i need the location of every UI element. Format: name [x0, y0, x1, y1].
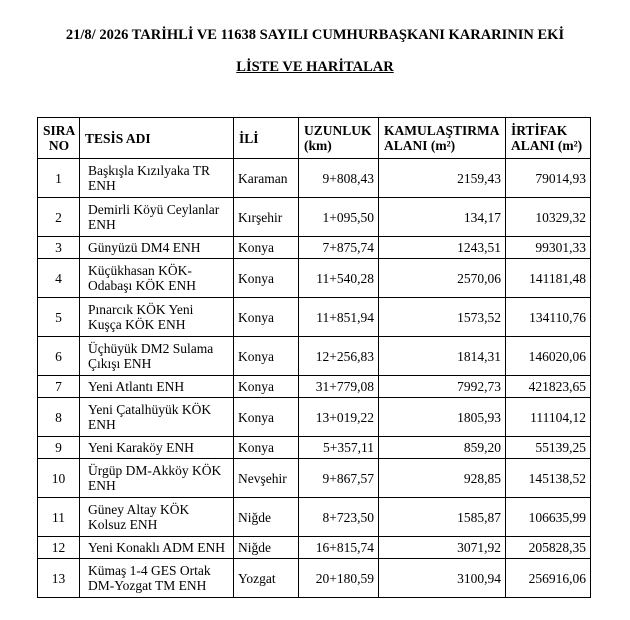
- cell-uzunluk: 31+779,08: [299, 376, 379, 398]
- header-sira-line1: SIRA: [43, 123, 76, 138]
- cell-sira-no: 12: [38, 537, 80, 559]
- header-irtifak-line2: ALANI (m²): [511, 138, 583, 153]
- cell-kamulastirma: 1585,87: [379, 498, 506, 537]
- cell-tesis-adi: [80, 259, 234, 298]
- cell-ili: Karaman: [234, 159, 299, 198]
- cell-irtifak: 205828,35: [506, 537, 591, 559]
- header-uzunluk-line1: UZUNLUK: [304, 123, 372, 138]
- cell-ili: Konya: [234, 398, 299, 437]
- cell-kamulastirma: 1573,52: [379, 298, 506, 337]
- cell-tesis-adi-line1: Yeni Atlantı ENH: [88, 379, 185, 394]
- cell-kamulastirma: 2570,06: [379, 259, 506, 298]
- header-irtifak-line1: İRTİFAK: [511, 123, 568, 138]
- header-sira-line2: NO: [48, 138, 70, 153]
- header-sira-no: [38, 118, 80, 159]
- cell-tesis-adi: [80, 159, 234, 198]
- cell-tesis-adi-line2: Kolsuz ENH: [88, 517, 158, 532]
- cell-uzunluk: 16+815,74: [299, 537, 379, 559]
- cell-tesis-adi: [80, 459, 234, 498]
- cell-tesis-adi: [80, 398, 234, 437]
- cell-irtifak: 10329,32: [506, 198, 591, 237]
- header-uzunluk: [299, 118, 379, 159]
- document-subtitle: LİSTE VE HARİTALAR: [236, 59, 394, 75]
- table-row: [38, 259, 591, 298]
- table-body: [38, 159, 591, 598]
- cell-kamulastirma: 134,17: [379, 198, 506, 237]
- cell-tesis-adi: [80, 337, 234, 376]
- cell-sira-no: 1: [38, 159, 80, 198]
- document-title: 21/8/ 2026 TARİHLİ VE 11638 SAYILI CUMHURBAŞKANI KARARININ EKİ: [65, 27, 565, 43]
- cell-irtifak: 421823,65: [506, 376, 591, 398]
- cell-sira-no: 6: [38, 337, 80, 376]
- cell-ili: Nevşehir: [234, 459, 299, 498]
- cell-tesis-adi-line1: Başkışla Kızılyaka TR: [88, 163, 210, 178]
- header-irtifak: [506, 118, 591, 159]
- cell-irtifak: 256916,06: [506, 559, 591, 598]
- cell-sira-no: 9: [38, 437, 80, 459]
- header-ili: [234, 118, 299, 159]
- cell-tesis-adi-line1: Yeni Çatalhüyük KÖK: [88, 402, 212, 417]
- cell-tesis-adi-line1: Günyüzü DM4 ENH: [88, 240, 201, 255]
- cell-ili: Konya: [234, 298, 299, 337]
- cell-tesis-adi-line1: Üçhüyük DM2 Sulama: [88, 341, 214, 356]
- cell-kamulastirma: 1814,31: [379, 337, 506, 376]
- cell-uzunluk: 1+095,50: [299, 198, 379, 237]
- cell-irtifak: 55139,25: [506, 437, 591, 459]
- header-uzunluk-line2: (km): [304, 138, 332, 153]
- cell-kamulastirma: 1243,51: [379, 237, 506, 259]
- cell-tesis-adi-line1: Ürgüp DM-Akköy KÖK: [88, 463, 222, 478]
- cell-irtifak: 106635,99: [506, 498, 591, 537]
- cell-tesis-adi-line2: Odabaşı KÖK ENH: [88, 278, 196, 293]
- cell-tesis-adi: [80, 437, 234, 459]
- cell-kamulastirma: 2159,43: [379, 159, 506, 198]
- cell-irtifak: 141181,48: [506, 259, 591, 298]
- cell-irtifak: 146020,06: [506, 337, 591, 376]
- header-tesis-adi-label: TESİS ADI: [85, 130, 151, 146]
- cell-uzunluk: 5+357,11: [299, 437, 379, 459]
- cell-irtifak: 134110,76: [506, 298, 591, 337]
- cell-uzunluk: 11+540,28: [299, 259, 379, 298]
- cell-irtifak: 145138,52: [506, 459, 591, 498]
- cell-ili: Kırşehir: [234, 198, 299, 237]
- header-kamulastirma: [379, 118, 506, 159]
- cell-tesis-adi-line2: ENH: [88, 178, 116, 193]
- table-row: [38, 376, 591, 398]
- cell-tesis-adi-line2: ENH: [88, 217, 116, 232]
- cell-tesis-adi-line2: ENH: [88, 417, 116, 432]
- cell-tesis-adi-line2: Çıkışı ENH: [88, 356, 152, 371]
- table-row: [38, 298, 591, 337]
- cell-uzunluk: 8+723,50: [299, 498, 379, 537]
- table-row: [38, 537, 591, 559]
- cell-kamulastirma: 1805,93: [379, 398, 506, 437]
- table-row: [38, 398, 591, 437]
- cell-uzunluk: 9+867,57: [299, 459, 379, 498]
- cell-kamulastirma: 928,85: [379, 459, 506, 498]
- cell-sira-no: 5: [38, 298, 80, 337]
- cell-ili: Yozgat: [234, 559, 299, 598]
- table-row: [38, 459, 591, 498]
- cell-sira-no: 2: [38, 198, 80, 237]
- cell-sira-no: 4: [38, 259, 80, 298]
- cell-uzunluk: 9+808,43: [299, 159, 379, 198]
- cell-ili: Konya: [234, 376, 299, 398]
- cell-uzunluk: 11+851,94: [299, 298, 379, 337]
- cell-ili: Niğde: [234, 498, 299, 537]
- cell-ili: Konya: [234, 237, 299, 259]
- cell-tesis-adi: [80, 237, 234, 259]
- cell-sira-no: 10: [38, 459, 80, 498]
- facility-table: [37, 117, 591, 598]
- cell-irtifak: 111104,12: [506, 398, 591, 437]
- cell-tesis-adi-line1: Güney Altay KÖK: [88, 502, 190, 517]
- cell-sira-no: 8: [38, 398, 80, 437]
- cell-kamulastirma: 3100,94: [379, 559, 506, 598]
- cell-ili: Konya: [234, 337, 299, 376]
- table-row: [38, 559, 591, 598]
- cell-tesis-adi-line1: Yeni Karaköy ENH: [88, 440, 194, 455]
- cell-uzunluk: 12+256,83: [299, 337, 379, 376]
- table-header-row: [38, 118, 591, 159]
- header-kamulastirma-line2: ALANI (m²): [384, 138, 456, 153]
- cell-sira-no: 3: [38, 237, 80, 259]
- table-row: [38, 498, 591, 537]
- cell-ili: Niğde: [234, 537, 299, 559]
- table-row: [38, 437, 591, 459]
- cell-tesis-adi: [80, 376, 234, 398]
- table-row: [38, 337, 591, 376]
- cell-tesis-adi-line1: Demirli Köyü Ceylanlar: [88, 202, 220, 217]
- cell-tesis-adi-line1: Pınarcık KÖK Yeni: [88, 302, 194, 317]
- cell-uzunluk: 13+019,22: [299, 398, 379, 437]
- cell-sira-no: 13: [38, 559, 80, 598]
- cell-tesis-adi: [80, 498, 234, 537]
- cell-kamulastirma: 7992,73: [379, 376, 506, 398]
- cell-irtifak: 99301,33: [506, 237, 591, 259]
- header-kamulastirma-line1: KAMULAŞTIRMA: [384, 123, 500, 138]
- cell-tesis-adi: [80, 198, 234, 237]
- cell-tesis-adi-line1: Küçükhasan KÖK-: [88, 263, 192, 278]
- cell-tesis-adi: [80, 298, 234, 337]
- cell-sira-no: 11: [38, 498, 80, 537]
- cell-tesis-adi-line1: Kümaş 1-4 GES Ortak: [88, 563, 211, 578]
- cell-ili: Konya: [234, 437, 299, 459]
- cell-kamulastirma: 3071,92: [379, 537, 506, 559]
- header-tesis-adi: [80, 118, 234, 159]
- cell-tesis-adi: [80, 537, 234, 559]
- table-row: [38, 159, 591, 198]
- cell-tesis-adi-line2: DM-Yozgat TM ENH: [88, 578, 207, 593]
- table-row: [38, 237, 591, 259]
- cell-uzunluk: 20+180,59: [299, 559, 379, 598]
- cell-tesis-adi-line1: Yeni Konaklı ADM ENH: [88, 540, 226, 555]
- cell-tesis-adi-line2: Kuşça KÖK ENH: [88, 317, 186, 332]
- cell-irtifak: 79014,93: [506, 159, 591, 198]
- header-ili-label: İLİ: [239, 130, 259, 146]
- table-row: [38, 198, 591, 237]
- cell-tesis-adi: [80, 559, 234, 598]
- cell-kamulastirma: 859,20: [379, 437, 506, 459]
- cell-tesis-adi-line2: ENH: [88, 478, 116, 493]
- cell-ili: Konya: [234, 259, 299, 298]
- cell-sira-no: 7: [38, 376, 80, 398]
- cell-uzunluk: 7+875,74: [299, 237, 379, 259]
